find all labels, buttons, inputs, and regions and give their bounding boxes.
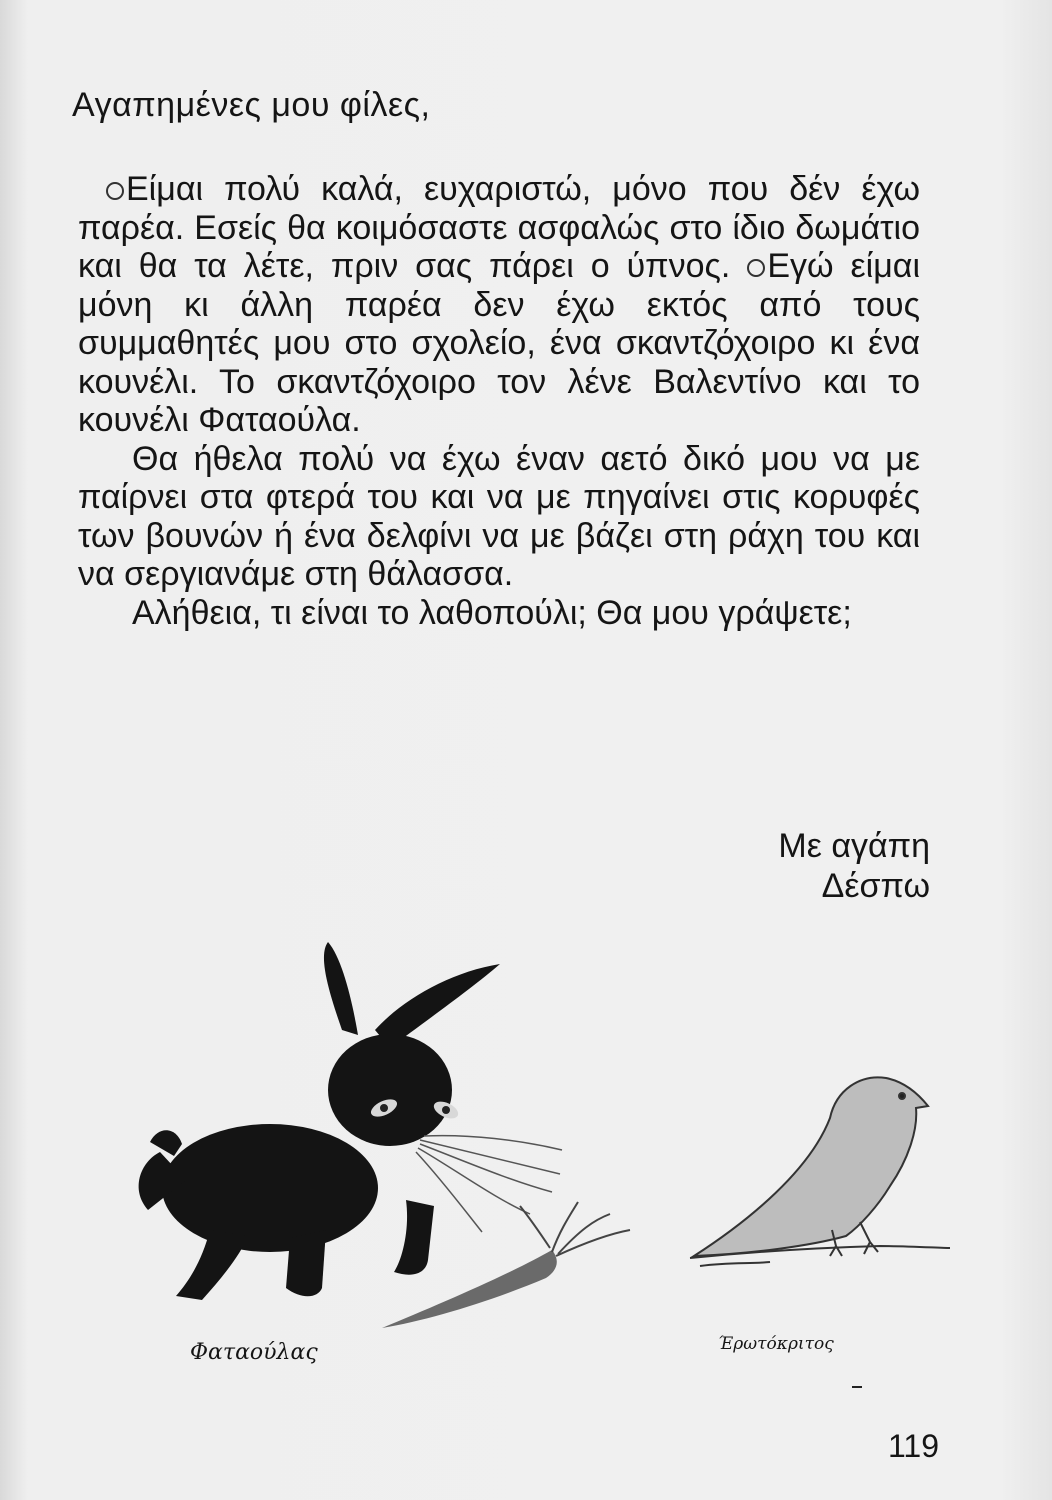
rabbit-and-bird-drawing [90,930,950,1350]
circle-mark-icon [106,182,124,200]
letter-closing: Με αγάπη [778,827,930,865]
letter-signoff [778,826,930,906]
paragraph-1-sentence-2: Εγώ είμαι μόνη κι άλλη παρέα δεν έχω εκτός από τους συμμαθητές μου στο σχολείο, ένα σκαντζόχοιρο κι ένα κουνέλι. Το σκαντζόχοιρο τον λένε Βαλεντίνο και το κουνέλι Φαταούλα. [78,247,920,439]
black-rabbit-icon [139,942,562,1300]
paragraph-1-sentence-1: Είμαι πολύ καλά, ευχαριστώ, μόνο που δέν έχω παρέα. Εσείς θα κοιμόσαστε ασφαλώς στο ίδιο δωμάτιο και θα τα λέτε, πριν σας πάρει ο ύπνος. [78,170,920,285]
circle-mark-icon [747,259,765,277]
letter-greeting: Αγαπημένες μου φίλες, [72,86,431,124]
bird-caption: Έρωτόκριτος [718,1334,834,1354]
letter-paragraph-1 [78,170,920,440]
bird-on-branch-icon [690,1077,950,1266]
letter-paragraph-3: Αλήθεια, τι είναι το λαθοπούλι; Θα μου γράψετε; [132,593,852,632]
divider-dash [852,1386,862,1388]
letter-body [78,170,920,632]
page-number: 119 [888,1428,940,1464]
rabbit-caption: Φαταούλας [190,1340,318,1365]
letter-paragraph-2: Θα ήθελα πολύ να έχω έναν αετό δικό μου να με παίρνει στα φτερά του και να με πηγαίνει στις κορυφές των βουνών ή ένα δελφίνι να με βάζει στη ράχη του και να σεργιανάμε στη θάλασσα. [78,439,920,593]
letter-signature: Δέσπω [821,867,930,905]
